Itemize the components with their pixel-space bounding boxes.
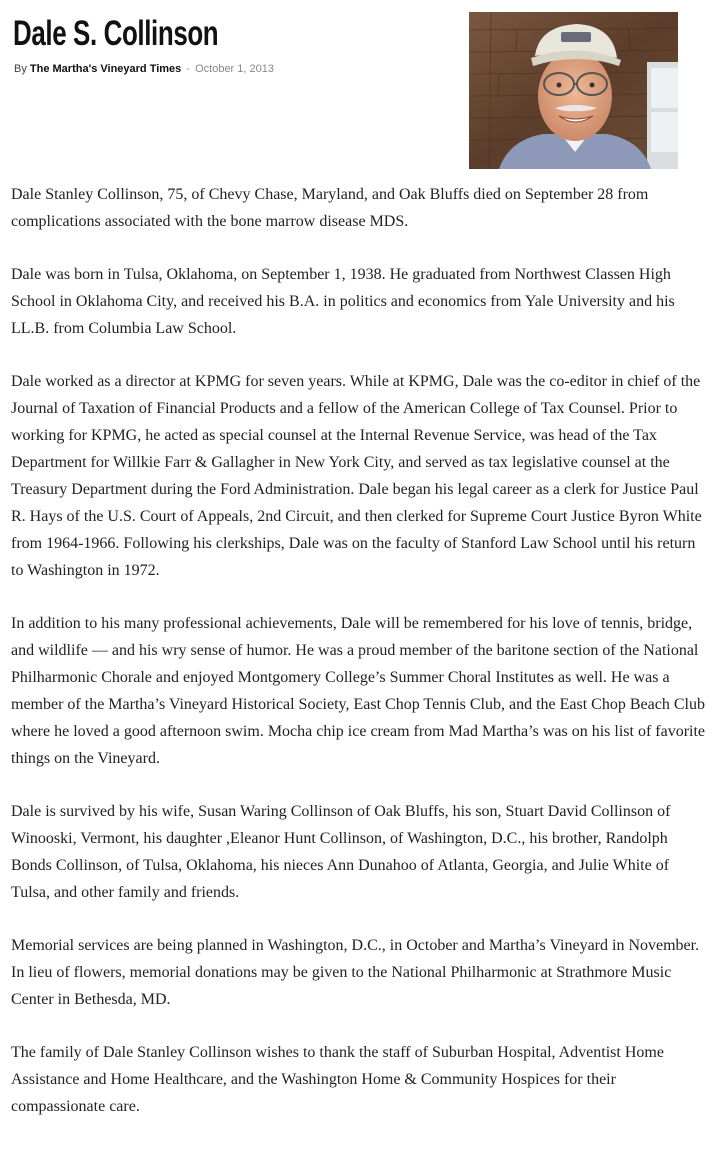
author-link[interactable]: The Martha's Vineyard Times bbox=[29, 63, 182, 75]
byline-separator: - bbox=[186, 63, 191, 75]
paragraph: The family of Dale Stanley Collinson wishes to thank the staff of Suburban Hospital, Adventist Home Assistance and Home Healthcare, and the Washington Home & Community Hospices for their compassionate care. bbox=[11, 1044, 664, 1115]
paragraph: Dale Stanley Collinson, 75, of Chevy Chase, Maryland, and Oak Bluffs died on September 28 from complications associated with the bone marrow disease MDS. bbox=[11, 186, 649, 230]
byline bbox=[14, 62, 274, 76]
publish-date: October 1, 2013 bbox=[195, 63, 274, 75]
paragraph: Dale was born in Tulsa, Oklahoma, on September 1, 1938. He graduated from Northwest Classen High School in Oklahoma City, and received his B.A. in politics and economics from Yale University and his LL.B. from Columbia Law School. bbox=[11, 266, 675, 337]
portrait-photo bbox=[469, 12, 678, 169]
paragraph: Dale worked as a director at KPMG for seven years. While at KPMG, Dale was the co-editor in chief of the Journal of Taxation of Financial Products and a fellow of the American College of Tax Counsel. Prior to working for KPMG, he acted as special counsel at the Internal Revenue Service, was head of the Tax Department for Willkie Farr & Gallagher in New York City, and served as tax legislative counsel at the Treasury Department during the Ford Administration. Dale began his legal career as a clerk for Justice Paul R. Hays of the U.S. Court of Appeals, 2nd Circuit, and then clerked for Supreme Court Justice Byron White from 1964-1966. Following his clerkships, Dale was on the faculty of Stanford Law School until his return to Washington in 1972. bbox=[11, 373, 702, 579]
paragraph: In addition to his many professional achievements, Dale will be remembered for his love of tennis, bridge, and wildlife — and his wry sense of humor. He was a proud member of the baritone section of the National Philharmonic Chorale and enjoyed Montgomery College’s Summer Choral Institutes as well. He was a member of the Martha’s Vineyard Historical Society, East Chop Tennis Club, and the East Chop Beach Club where he loved a good afternoon swim. Mocha chip ice cream from Mad Martha’s was on his list of favorite things on the Vineyard. bbox=[11, 615, 706, 767]
article-body bbox=[11, 181, 711, 1146]
paragraph: Memorial services are being planned in Washington, D.C., in October and Martha’s Vineyard in November. In lieu of flowers, memorial donations may be given to the National Philharmonic at Strathmore Music Center in Bethesda, MD. bbox=[11, 937, 700, 1008]
byline-prefix: By bbox=[14, 63, 27, 75]
paragraph: Dale is survived by his wife, Susan Waring Collinson of Oak Bluffs, his son, Stuart David Collinson of Winooski, Vermont, his daughter ,Eleanor Hunt Collinson, of Washington, D.C., his brother, Randolph Bonds Collinson, of Tulsa, Oklahoma, his nieces Ann Dunahoo of Atlanta, Georgia, and Julie White of Tulsa, and other family and friends. bbox=[11, 803, 671, 901]
portrait-image bbox=[469, 12, 678, 169]
article-title: Dale S. Collinson bbox=[13, 14, 219, 53]
